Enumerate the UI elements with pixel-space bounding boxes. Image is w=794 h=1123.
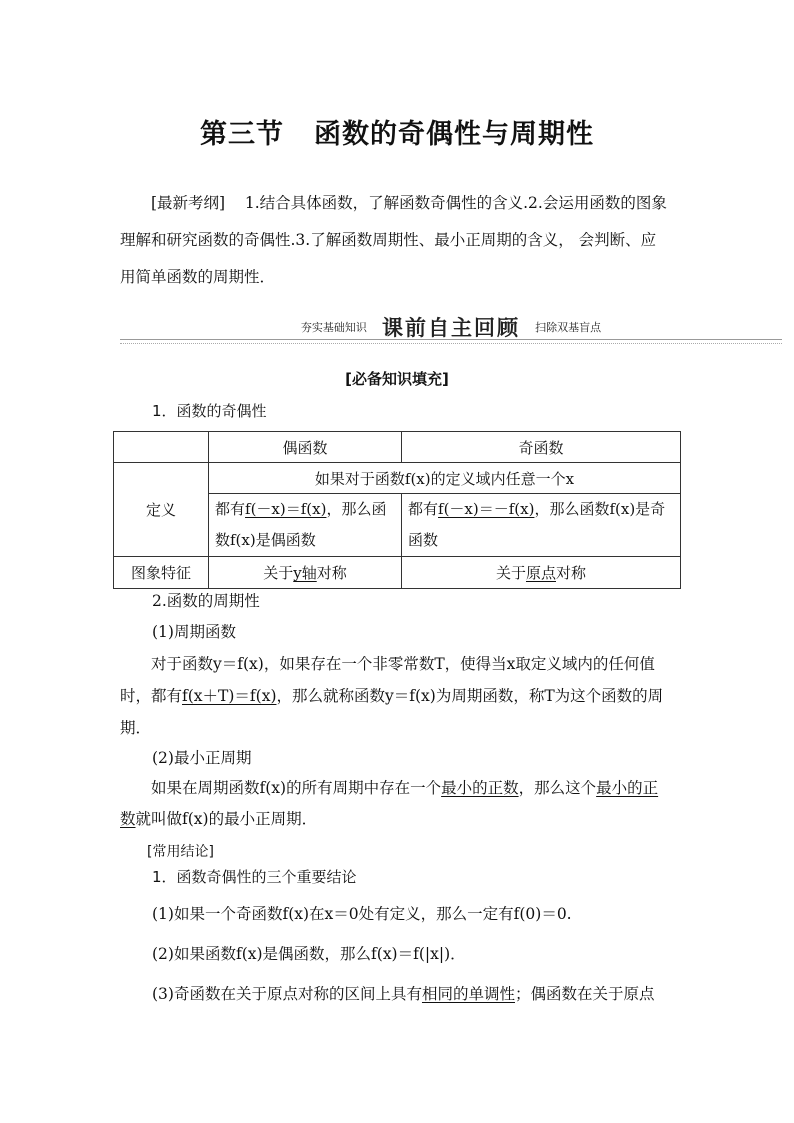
table-corner-cell [114,432,209,463]
period-p1-line2-a: 时，都有 [120,687,183,705]
conclusion-2: (2)如果函数f(x)是偶函数，那么f(x)＝f(|x|)． [152,945,466,963]
conclusion-3 [152,976,655,1012]
definition-even [209,494,402,557]
header-even: 偶函数 [209,432,402,463]
section-banner [120,312,782,348]
page-title [0,112,794,151]
row-label-definition: 定义 [114,463,209,557]
title-section-number: 第三节 [200,119,284,150]
period-p1-line3: 期． [120,719,152,737]
conclusion-3-b: ；偶函数在关于原点 [514,985,655,1003]
banner-left-text: 夯实基础知识 [300,321,367,334]
conclusion-1: (1)如果一个奇函数f(x)在x＝0处有定义，那么一定有f(0)＝0. [152,905,572,923]
odd-graph-answer: 原点 [525,564,556,582]
period-p2-line2: 就叫做f(x)的最小正周期． [135,810,318,828]
heading-parity-conclusions: 1．函数奇偶性的三个重要结论 [152,868,357,886]
subheading-periodic-function: (1)周期函数 [152,623,236,641]
period-p2-answer-2b: 数 [120,810,136,828]
banner-right-text: 扫除双基盲点 [535,321,602,334]
min-period-paragraph [120,773,680,835]
odd-def-suffix: ，那么函数f(x)是奇 [534,500,666,518]
heading-parity: 1．函数的奇偶性 [152,402,267,420]
kaogang-label: [最新考纲] [151,194,226,212]
conclusion-3-answer: 相同的单调性 [421,985,515,1003]
period-p2-line1-a: 如果在周期函数f(x)的所有周期中存在一个 [151,779,442,797]
odd-graph-suffix: 对称 [556,564,587,582]
even-graph-suffix: 对称 [316,564,347,582]
odd-graph-prefix: 关于 [495,564,526,582]
kaogang-text-3: 用简单函数的周期性． [120,268,276,286]
subheading-min-period: (2)最小正周期 [152,749,252,767]
kaogang-paragraph [120,185,680,296]
kaogang-text-2: 理解和研究函数的奇偶性.3.了解函数周期性、最小正周期的含义， 会判断、应 [120,231,657,249]
even-def-line2: 数f(x)是偶函数 [215,531,316,549]
banner-title: 课前自主回顾 [382,316,520,340]
period-p1-line2-b: ，那么就称函数y＝f(x)为周期函数，称T为这个函数的周 [276,687,664,705]
even-def-formula: f(－x)＝f(x) [245,500,327,518]
conclusions-label: [常用结论] [147,844,214,860]
graph-odd [402,557,681,589]
graph-even [209,557,402,589]
title-topic: 函数的奇偶性与周期性 [314,119,594,150]
odd-def-line2: 函数 [408,531,439,549]
odd-def-prefix: 都有 [408,500,439,518]
period-p1-line1: 对于函数y＝f(x)，如果存在一个非零常数T，使得当x取定义域内的任何值 [151,655,655,673]
even-graph-prefix: 关于 [263,564,294,582]
periodic-function-paragraph [120,648,680,744]
conclusion-3-a: (3)奇函数在关于原点对称的区间上具有 [152,985,422,1003]
period-p2-answer-1: 最小的正数 [441,779,519,797]
even-graph-answer: y轴 [293,564,317,582]
odd-def-formula: f(－x)＝－f(x) [438,500,535,518]
definition-common: 如果对于函数f(x)的定义域内任意一个x [209,463,681,494]
header-odd: 奇函数 [402,432,681,463]
kaogang-text-1: 1.结合具体函数，了解函数奇偶性的含义.2.会运用函数的图象 [244,194,667,212]
period-p2-answer-2a: 最小的正 [596,779,659,797]
section-heading: [必备知识填充] [345,370,449,388]
parity-table [113,431,681,589]
period-p2-line1-b: ，那么这个 [518,779,597,797]
even-def-suffix: ，那么函 [326,500,387,518]
definition-odd [402,494,681,557]
period-p1-answer: f(x＋T)＝f(x) [182,687,277,705]
heading-period: 2.函数的周期性 [152,592,260,610]
even-def-prefix: 都有 [215,500,246,518]
row-label-graph: 图象特征 [114,557,209,589]
